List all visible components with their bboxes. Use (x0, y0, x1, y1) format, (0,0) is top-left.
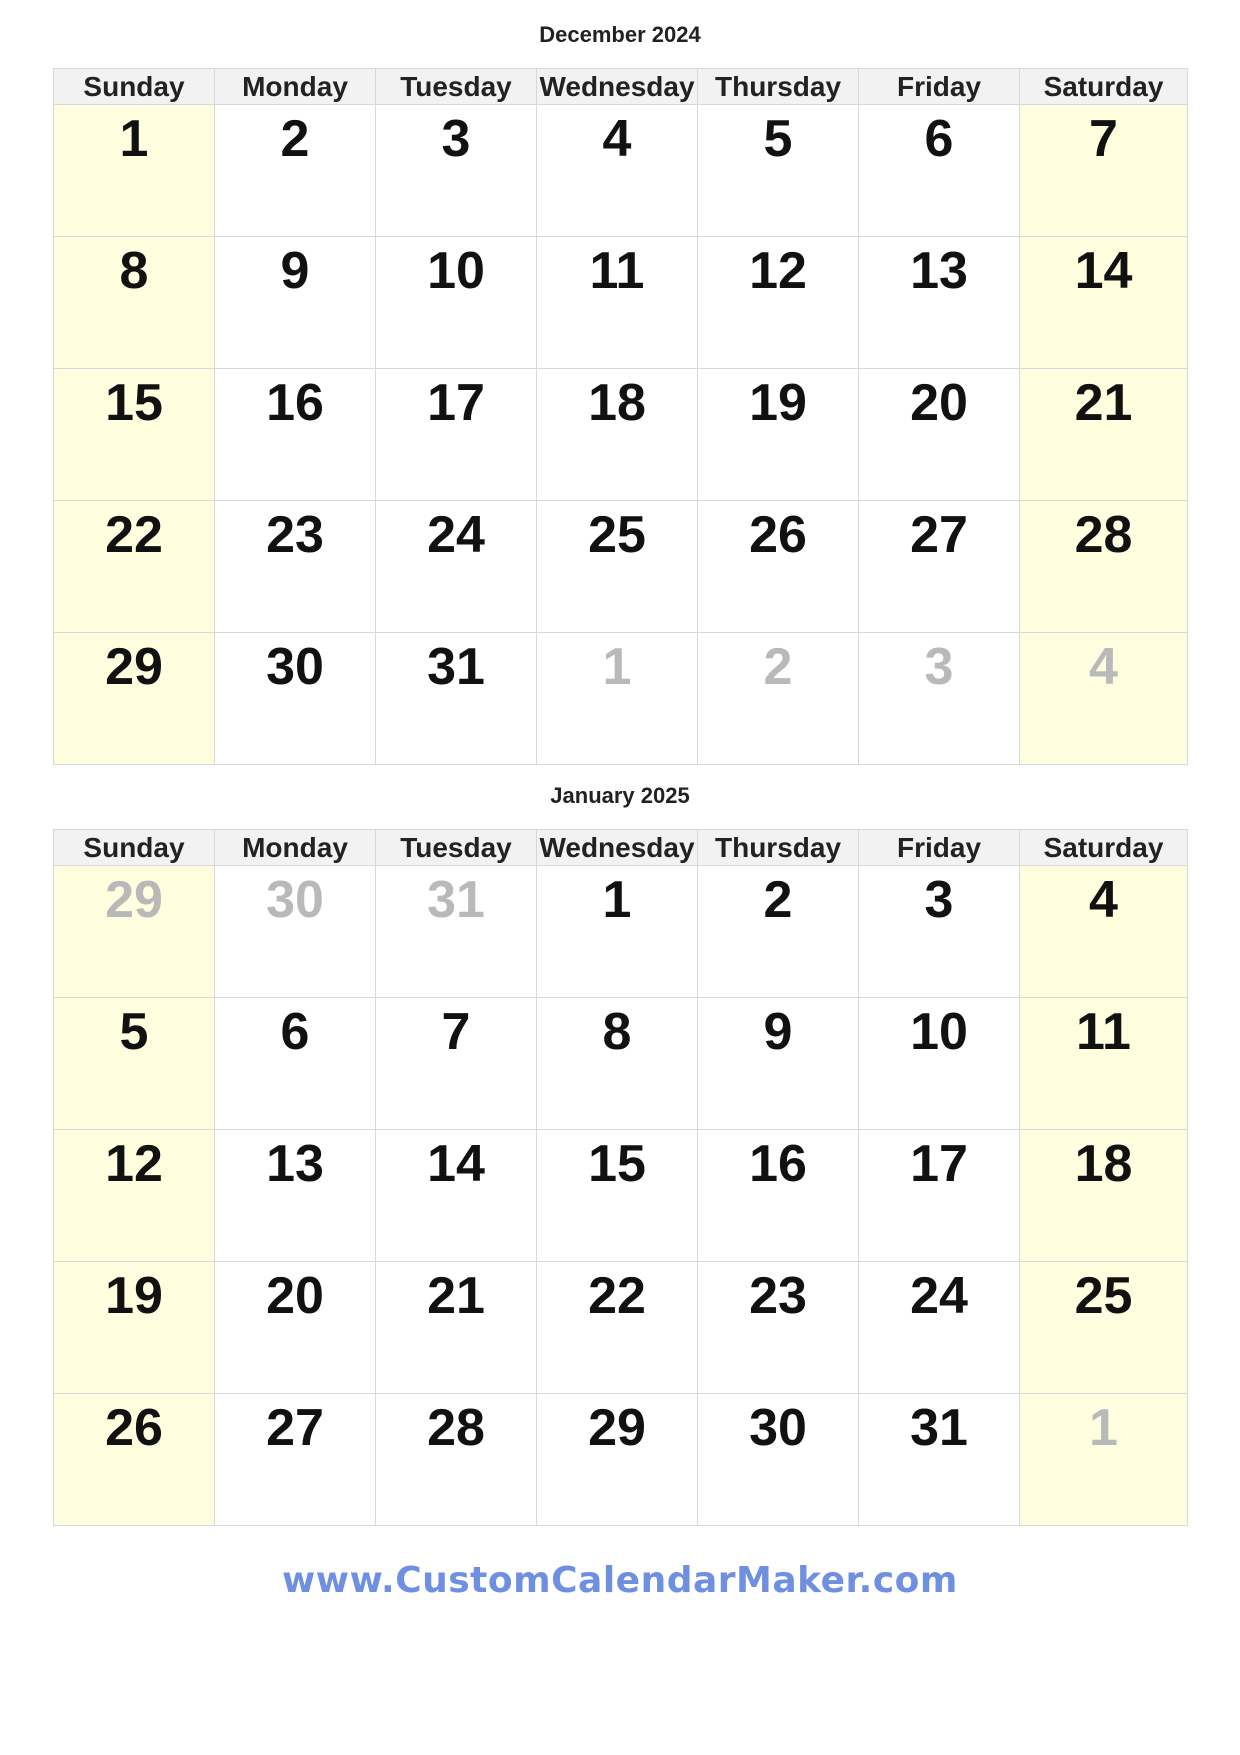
day-cell: 27 (215, 1394, 376, 1526)
day-cell: 18 (537, 369, 698, 501)
day-cell: 11 (1020, 998, 1188, 1130)
week-row (54, 369, 1188, 501)
week-row (54, 1130, 1188, 1262)
month-grid (53, 68, 1188, 765)
day-cell: 22 (54, 501, 215, 633)
weekday-header-wednesday: Wednesday (537, 69, 698, 105)
day-cell: 18 (1020, 1130, 1188, 1262)
day-cell: 25 (1020, 1262, 1188, 1394)
weekday-header-sunday: Sunday (54, 69, 215, 105)
day-cell: 24 (376, 501, 537, 633)
month-title: December 2024 (539, 22, 701, 47)
day-cell-other-month: 4 (1020, 633, 1188, 765)
day-cell: 9 (698, 998, 859, 1130)
day-cell: 31 (376, 633, 537, 765)
day-cell: 17 (376, 369, 537, 501)
day-cell: 15 (54, 369, 215, 501)
weekday-header-tuesday: Tuesday (376, 830, 537, 866)
day-cell-other-month: 30 (215, 866, 376, 998)
day-cell-other-month: 1 (537, 633, 698, 765)
week-row (54, 237, 1188, 369)
week-row (54, 501, 1188, 633)
weekday-header-row (54, 69, 1188, 105)
day-cell: 16 (215, 369, 376, 501)
month-title: January 2025 (550, 783, 690, 808)
day-cell: 1 (537, 866, 698, 998)
day-cell: 8 (537, 998, 698, 1130)
day-cell-other-month: 29 (54, 866, 215, 998)
day-cell: 10 (376, 237, 537, 369)
week-row (54, 1262, 1188, 1394)
day-cell: 6 (215, 998, 376, 1130)
day-cell-other-month: 1 (1020, 1394, 1188, 1526)
weekday-header-sunday: Sunday (54, 830, 215, 866)
day-cell: 15 (537, 1130, 698, 1262)
day-cell-other-month: 31 (376, 866, 537, 998)
day-cell: 13 (859, 237, 1020, 369)
day-cell: 19 (698, 369, 859, 501)
weekday-header-saturday: Saturday (1020, 830, 1188, 866)
day-cell: 3 (859, 866, 1020, 998)
day-cell: 23 (698, 1262, 859, 1394)
day-cell: 17 (859, 1130, 1020, 1262)
day-cell: 5 (698, 105, 859, 237)
day-cell: 2 (215, 105, 376, 237)
day-cell: 2 (698, 866, 859, 998)
day-cell: 12 (698, 237, 859, 369)
weekday-header-tuesday: Tuesday (376, 69, 537, 105)
weekday-header-monday: Monday (215, 830, 376, 866)
day-cell: 27 (859, 501, 1020, 633)
day-cell: 6 (859, 105, 1020, 237)
day-cell: 16 (698, 1130, 859, 1262)
day-cell: 28 (376, 1394, 537, 1526)
day-cell: 7 (1020, 105, 1188, 237)
day-cell: 26 (54, 1394, 215, 1526)
day-cell: 29 (537, 1394, 698, 1526)
week-row (54, 633, 1188, 765)
day-cell: 8 (54, 237, 215, 369)
day-cell-other-month: 2 (698, 633, 859, 765)
day-cell: 12 (54, 1130, 215, 1262)
day-cell: 31 (859, 1394, 1020, 1526)
month-grid (53, 829, 1188, 1526)
day-cell: 24 (859, 1262, 1020, 1394)
day-cell: 28 (1020, 501, 1188, 633)
day-cell: 7 (376, 998, 537, 1130)
day-cell: 21 (376, 1262, 537, 1394)
week-row (54, 1394, 1188, 1526)
weekday-header-wednesday: Wednesday (537, 830, 698, 866)
day-cell: 20 (859, 369, 1020, 501)
day-cell: 10 (859, 998, 1020, 1130)
day-cell: 14 (1020, 237, 1188, 369)
weekday-header-thursday: Thursday (698, 69, 859, 105)
day-cell: 14 (376, 1130, 537, 1262)
day-cell: 4 (537, 105, 698, 237)
day-cell: 5 (54, 998, 215, 1130)
weekday-header-friday: Friday (859, 830, 1020, 866)
day-cell: 1 (54, 105, 215, 237)
week-row (54, 866, 1188, 998)
day-cell: 4 (1020, 866, 1188, 998)
weekday-header-monday: Monday (215, 69, 376, 105)
week-row (54, 105, 1188, 237)
day-cell: 20 (215, 1262, 376, 1394)
week-row (54, 998, 1188, 1130)
weekday-header-thursday: Thursday (698, 830, 859, 866)
day-cell: 21 (1020, 369, 1188, 501)
day-cell: 25 (537, 501, 698, 633)
day-cell: 29 (54, 633, 215, 765)
day-cell: 13 (215, 1130, 376, 1262)
day-cell: 30 (698, 1394, 859, 1526)
weekday-header-row (54, 830, 1188, 866)
footer-website-link[interactable]: www.CustomCalendarMaker.com (282, 1560, 958, 1601)
day-cell: 26 (698, 501, 859, 633)
day-cell-other-month: 3 (859, 633, 1020, 765)
day-cell: 11 (537, 237, 698, 369)
weekday-header-saturday: Saturday (1020, 69, 1188, 105)
day-cell: 30 (215, 633, 376, 765)
day-cell: 23 (215, 501, 376, 633)
day-cell: 19 (54, 1262, 215, 1394)
weekday-header-friday: Friday (859, 69, 1020, 105)
day-cell: 3 (376, 105, 537, 237)
day-cell: 9 (215, 237, 376, 369)
day-cell: 22 (537, 1262, 698, 1394)
